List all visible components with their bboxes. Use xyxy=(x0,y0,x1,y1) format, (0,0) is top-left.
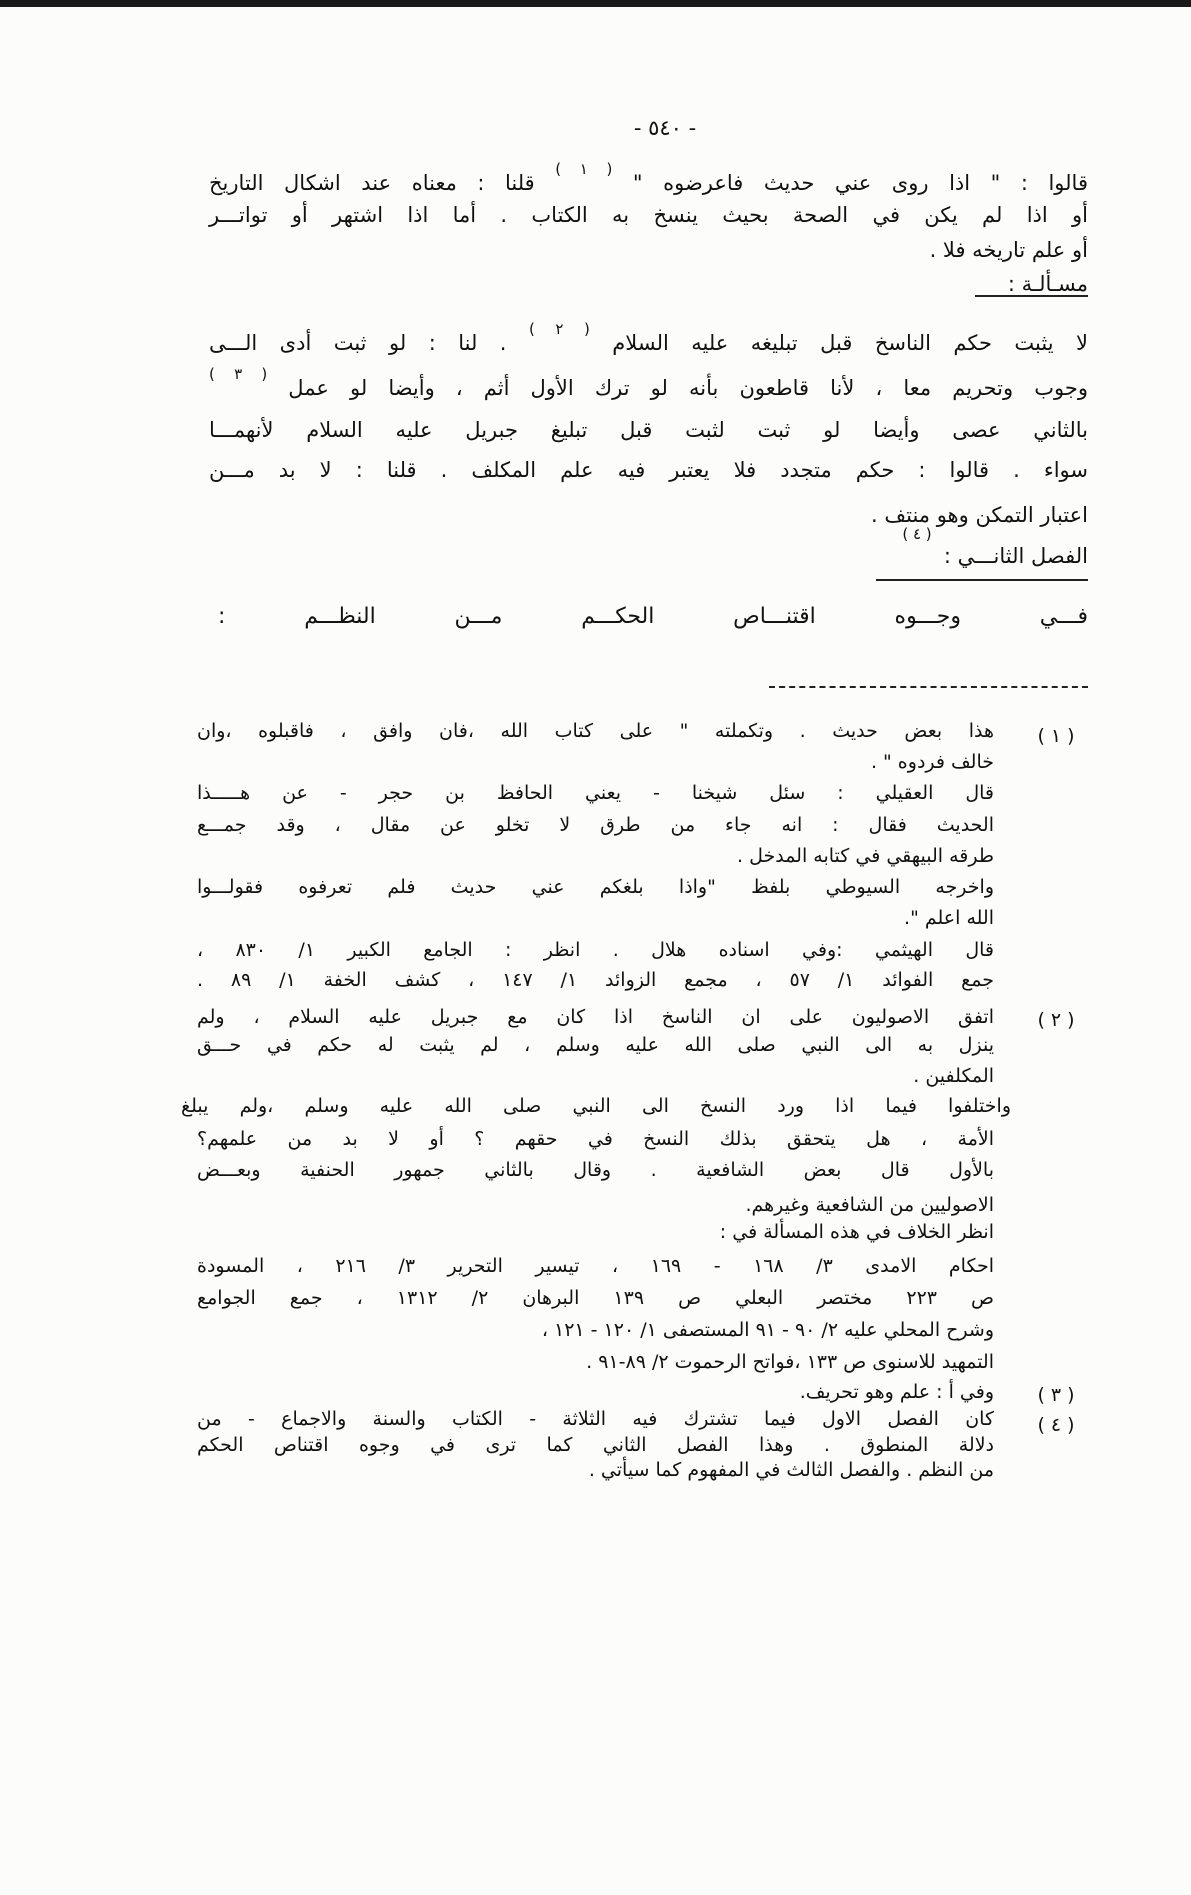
footnote-1-line: هذا بعض حديث . وتكملته " على كتاب الله ،فان وافق ، فاقبلوه ،وان xyxy=(197,720,994,742)
footnote-4-line: من النظم . والفصل الثالث في المفهوم كما سيأتي . xyxy=(588,1459,994,1481)
footnote-2-line: الأمة ، هل يتحقق بذلك النسخ في حقهم ؟ أو لا بد من علمهم؟ xyxy=(197,1128,994,1150)
section-subtitle: فـــي وجـــوه اقتنـــاص الحكـــم مـــن النظـــم : xyxy=(218,604,1088,629)
main-line-3: أو علم تاريخه فلا . xyxy=(929,238,1088,262)
footnote-3-line: وفي أ : علم وهو تحريف. xyxy=(799,1381,994,1403)
footnote-4-line: كان الفصل الاول فيما تشترك فيه الثلاثة - الكتاب والسنة والاجماع - من xyxy=(197,1408,994,1430)
main-line-1 xyxy=(209,160,1088,198)
section-title: الفصل الثانـــي : xyxy=(943,544,1088,568)
footnote-2-line: انظر الخلاف في هذه المسألة في : xyxy=(719,1221,994,1243)
footnote-1-line: الحديث فقال : انه جاء من طرق لا تخلو عن مقال ، وقد جمـــع xyxy=(197,814,994,836)
footnote-4-line: دلالة المنطوق . وهذا الفصل الثاني كما ترى في وجوه اقتناص الحكم xyxy=(197,1434,994,1456)
section-title-underline xyxy=(876,579,1088,581)
footnote-2-line: واختلفوا فيما اذا ورد النسخ الى النبي صلى الله عليه وسلم ،ولم يبلغ xyxy=(181,1095,1011,1117)
masala-underline xyxy=(975,295,1088,297)
paragraph-line-1-part-a: لا يثبت حكم الناسخ قبل تبليغه عليه السلام xyxy=(612,331,1088,355)
paragraph-line-1 xyxy=(209,320,1088,358)
paragraph-line-3: بالثاني عصى وأيضا لو ثبت لثبت قبل تبليغ جبريل عليه السلام لأنهمـــا xyxy=(209,418,1088,442)
footnote-marker-2: ( ٢ ) xyxy=(528,320,590,338)
scan-edge xyxy=(0,0,1191,7)
footnote-1-line: قال العقيلي : سئل شيخنا - يعني الحافظ بن حجر - عن هـــــذا xyxy=(197,782,994,804)
footnote-4-number: ( ٤ ) xyxy=(1037,1414,1075,1436)
footnote-2-line: التمهيد للاسنوى ص ١٣٣ ،فواتح الرحموت ٢/ ٨٩-٩١ . xyxy=(586,1351,994,1373)
footnote-2-line: بالأول قال بعض الشافعية . وقال بالثاني جمهور الحنفية وبعـــض xyxy=(197,1159,994,1181)
footnote-2-line: ينزل به الى النبي صلى الله عليه وسلم ، لم يثبت له حكم في حـــق xyxy=(197,1034,994,1056)
paragraph-line-4: سواء . قالوا : حكم متجدد فلا يعتبر فيه علم المكلف . قلنا : لا بد مـــن xyxy=(209,458,1088,482)
paragraph-line-2 xyxy=(209,365,1089,403)
footnote-marker-4: ( ٤ ) xyxy=(902,525,932,543)
paragraph-line-1-part-b: . لنا : لو ثبت أدى الـــى xyxy=(209,331,507,355)
footnote-2-number: ( ٢ ) xyxy=(1037,1009,1075,1031)
masala-heading: مسـألـة : xyxy=(1007,272,1088,296)
footnote-1-line: واخرجه السيوطي بلفظ "واذا بلغكم عني حديث فلم تعرفوه فقولـــوا xyxy=(197,876,994,898)
footnote-1-line: قال الهيثمي :وفي اسناده هلال . انظر : الجامع الكبير ١/ ٨٣٠ ، xyxy=(197,939,994,961)
main-line-1-part-b: قلنا : معناه عند اشكال التاريخ xyxy=(209,171,535,195)
footnote-2-line: اتفق الاصوليون على ان الناسخ اذا كان مع جبريل عليه السلام ، ولم xyxy=(197,1006,994,1028)
footnote-1-line: الله اعلم ". xyxy=(904,907,994,929)
main-line-2: أو اذا لم يكن في الصحة بحيث ينسخ به الكتاب . أما اذا اشتهر أو تواتـــر xyxy=(209,203,1088,227)
footnote-2-line: ص ٢٢٣ مختصر البعلي ص ١٣٩ البرهان ٢/ ١٣١٢ ، جمع الجوامع xyxy=(197,1287,995,1309)
paragraph-line-2-text: وجوب وتحريم معا ، لأنا قاطعون بأنه لو ترك الأول أثم ، وأيضا لو عمل xyxy=(288,376,1089,400)
main-line-1-part-a: قالوا : " اذا روى عني حديث فاعرضوه " xyxy=(632,171,1088,195)
footnote-1-line: خالف فردوه " . xyxy=(870,751,994,773)
footnote-2-line: الاصوليين من الشافعية وغيرهم. xyxy=(745,1194,994,1216)
footnote-1-line: جمع الفوائد ١/ ٥٧ ، مجمع الزوائد ١/ ١٤٧ ، كشف الخفة ١/ ٨٩ . xyxy=(197,969,994,991)
page-number: - ٥٤٠ - xyxy=(633,116,697,140)
footnote-marker-3: ( ٣ ) xyxy=(209,365,268,383)
footnote-1-number: ( ١ ) xyxy=(1037,725,1075,747)
footnote-2-line: المكلفين . xyxy=(913,1065,994,1087)
footnote-1-line: طرقه البيهقي في كتابه المدخل . xyxy=(737,845,994,867)
footnote-separator xyxy=(769,686,1088,688)
paragraph-line-5: اعتبار التمكن وهو منتف . xyxy=(871,503,1088,527)
footnote-3-number: ( ٣ ) xyxy=(1037,1384,1075,1406)
footnote-2-line: احكام الامدى ٣/ ١٦٨ - ١٦٩ ، تيسير التحرير ٣/ ٢١٦ ، المسودة xyxy=(197,1255,994,1277)
footnote-marker-1: ( ١ ) xyxy=(555,160,613,178)
footnote-2-line: وشرح المحلي عليه ٢/ ٩٠ - ٩١ المستصفى ١/ ١٢٠ - ١٢١ ، xyxy=(541,1319,994,1341)
